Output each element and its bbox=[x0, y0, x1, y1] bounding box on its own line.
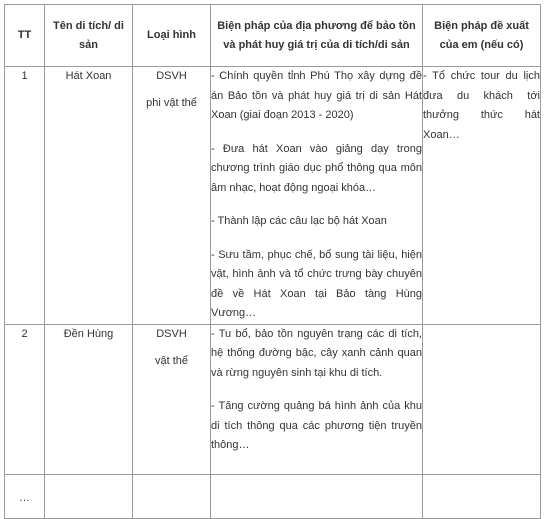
local-measures bbox=[211, 324, 423, 474]
heritage-name: Đền Hùng bbox=[45, 324, 133, 474]
header-measures: Biện pháp của địa phương để bảo tồn và phát huy giá trị của di tích/di sản bbox=[211, 5, 423, 67]
header-tt: TT bbox=[5, 5, 45, 67]
proposal-text: - Tổ chức tour du lịch đưa du khách tới thưởng thức hát Xoan… bbox=[423, 70, 540, 141]
type-line: vật thể bbox=[154, 354, 189, 367]
measure-item: - Tu bổ, bảo tồn nguyên trạng các di tích, hệ thống đường bậc, cây xanh cảnh quan và rừng nguyên sinh tại khu di tích. bbox=[211, 327, 422, 379]
header-row bbox=[5, 5, 541, 67]
heritage-type bbox=[133, 67, 211, 325]
measure-item: - Tăng cường quảng bá hình ảnh của khu di tích thông qua các phương tiện truyền thông… bbox=[211, 400, 422, 451]
row-number: … bbox=[5, 474, 45, 518]
heritage-name: Hát Xoan bbox=[45, 67, 133, 325]
header-proposal: Biện pháp đề xuất của em (nếu có) bbox=[423, 5, 541, 67]
proposed-measures bbox=[423, 324, 541, 474]
measure-item: - Đưa hát Xoan vào giảng dạy trong chương trình giáo dục phổ thông qua môn âm nhạc, hoạt động ngoại khóa… bbox=[211, 142, 422, 194]
type-line: phi vật thể bbox=[146, 97, 197, 109]
heritage-type bbox=[133, 474, 211, 518]
local-measures bbox=[211, 474, 423, 518]
proposed-measures bbox=[423, 474, 541, 518]
type-line: DSVH bbox=[156, 70, 187, 82]
row-number: 2 bbox=[5, 324, 45, 474]
table-row bbox=[5, 474, 541, 518]
measure-item: - Sưu tầm, phục chế, bổ sung tài liệu, hiện vật, hình ảnh và tổ chức trưng bày chuyên đề về Hát Xoan tại Bảo tàng Hùng Vương… bbox=[211, 248, 422, 319]
type-line: DSVH bbox=[156, 327, 187, 340]
proposed-measures bbox=[423, 67, 541, 325]
header-type: Loại hình bbox=[133, 5, 211, 67]
heritage-table bbox=[4, 4, 541, 519]
local-measures bbox=[211, 67, 423, 325]
table-row bbox=[5, 324, 541, 474]
measure-item: - Thành lập các câu lạc bộ hát Xoan bbox=[211, 215, 387, 227]
header-name: Tên di tích/ di sản bbox=[45, 5, 133, 67]
table-row bbox=[5, 67, 541, 325]
heritage-type bbox=[133, 324, 211, 474]
measure-item: - Chính quyền tỉnh Phú Thọ xây dựng đề án Bảo tồn và phát huy giá trị di sản Hát Xoan (giai đoạn 2013 - 2020) bbox=[211, 70, 422, 121]
heritage-name bbox=[45, 474, 133, 518]
row-number: 1 bbox=[5, 67, 45, 325]
